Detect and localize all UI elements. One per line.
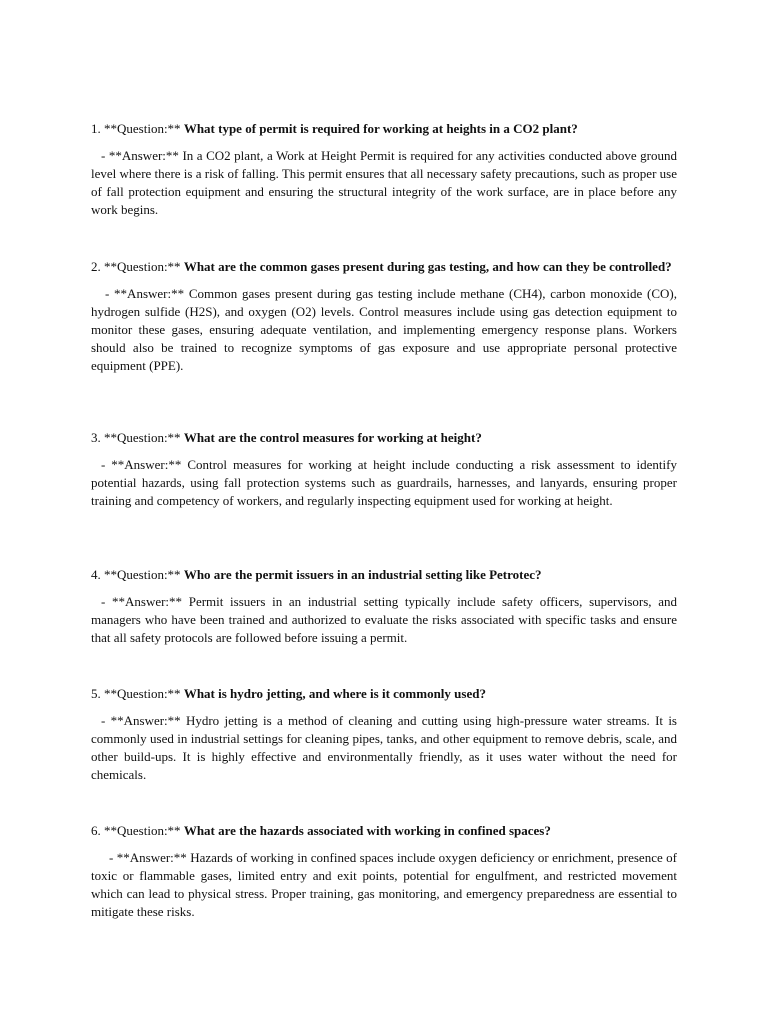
answer-4: [91, 593, 677, 647]
question-label: **Question:**: [104, 259, 181, 274]
answer-text: Hazards of working in confined spaces include oxygen deficiency or enrichment, presence of toxic or flammable gases, limited entry and exit points, potential for engulfment, and restricted movement which can lead to physical stress. Proper training, gas monitoring, and emergency preparedness are essential to mitigate these risks.: [91, 850, 677, 919]
question-label: **Question:**: [104, 121, 181, 136]
answer-label: - **Answer:**: [109, 850, 187, 865]
qa-item-5: [91, 685, 677, 784]
question-label: **Question:**: [104, 686, 181, 701]
question-label: **Question:**: [104, 567, 181, 582]
answer-label: - **Answer:**: [101, 594, 183, 609]
qa-item-4: [91, 566, 677, 647]
answer-text: Permit issuers in an industrial setting typically include safety officers, supervisors, and managers who have been trained and authorized to evaluate the risks associated with specific tasks and ensure that all safety protocols are followed before issuing a permit.: [91, 594, 677, 645]
answer-text: In a CO2 plant, a Work at Height Permit is required for any activities conducted above ground level where there is a risk of falling. This permit ensures that all necessary safety precautions, such as proper use of fall protection equipment and ensuring the structural integrity of the work surface, are in place before any work begins.: [91, 148, 677, 217]
question-1: [91, 120, 677, 138]
answer-text: Control measures for working at height include conducting a risk assessment to identify potential hazards, using fall protection systems such as guardrails, harnesses, and lanyards, ensuring proper training and competency of workers, and regularly inspecting equipment used for working at height.: [91, 457, 677, 508]
question-number: 6.: [91, 823, 101, 838]
answer-2: [91, 285, 677, 375]
question-text: What type of permit is required for working at heights in a CO2 plant?: [183, 121, 578, 136]
question-2: [91, 258, 677, 276]
answer-3: [91, 456, 677, 510]
question-text: Who are the permit issuers in an industrial setting like Petrotec?: [183, 567, 542, 582]
question-text: What are the control measures for working at height?: [183, 430, 482, 445]
question-number: 5.: [91, 686, 101, 701]
question-label: **Question:**: [104, 823, 181, 838]
question-label: **Question:**: [104, 430, 181, 445]
question-number: 3.: [91, 430, 101, 445]
answer-text: Common gases present during gas testing include methane (CH4), carbon monoxide (CO), hydrogen sulfide (H2S), and oxygen (O2) levels. Control measures include using gas detection equipment to monitor these gases, ensuring adequate ventilation, and implementing emergency response plans. Workers should also be trained to recognize symptoms of gas exposure and use appropriate personal protective equipment (PPE).: [91, 286, 677, 373]
question-text: What are the common gases present during gas testing, and how can they be controlled?: [183, 259, 672, 274]
answer-text: Hydro jetting is a method of cleaning and cutting using high-pressure water streams. It is commonly used in industrial settings for cleaning pipes, tanks, and other equipment to remove debris, scale, and other build-ups. It is highly effective and environmentally friendly, as it uses water without the need for chemicals.: [91, 713, 677, 782]
question-4: [91, 566, 677, 584]
answer-label: - **Answer:**: [105, 286, 185, 301]
qa-item-3: [91, 429, 677, 510]
answer-6: [91, 849, 677, 921]
qa-item-2: [91, 258, 677, 375]
question-number: 4.: [91, 567, 101, 582]
answer-label: - **Answer:**: [101, 148, 179, 163]
answer-label: - **Answer:**: [101, 457, 182, 472]
qa-item-6: [91, 822, 677, 921]
question-number: 2.: [91, 259, 101, 274]
question-text: What are the hazards associated with working in confined spaces?: [183, 823, 551, 838]
answer-5: [91, 712, 677, 784]
question-text: What is hydro jetting, and where is it commonly used?: [183, 686, 486, 701]
answer-1: [91, 147, 677, 219]
qa-item-1: [91, 120, 677, 219]
question-number: 1.: [91, 121, 101, 136]
question-5: [91, 685, 677, 703]
answer-label: - **Answer:**: [101, 713, 181, 728]
question-3: [91, 429, 677, 447]
question-6: [91, 822, 677, 840]
